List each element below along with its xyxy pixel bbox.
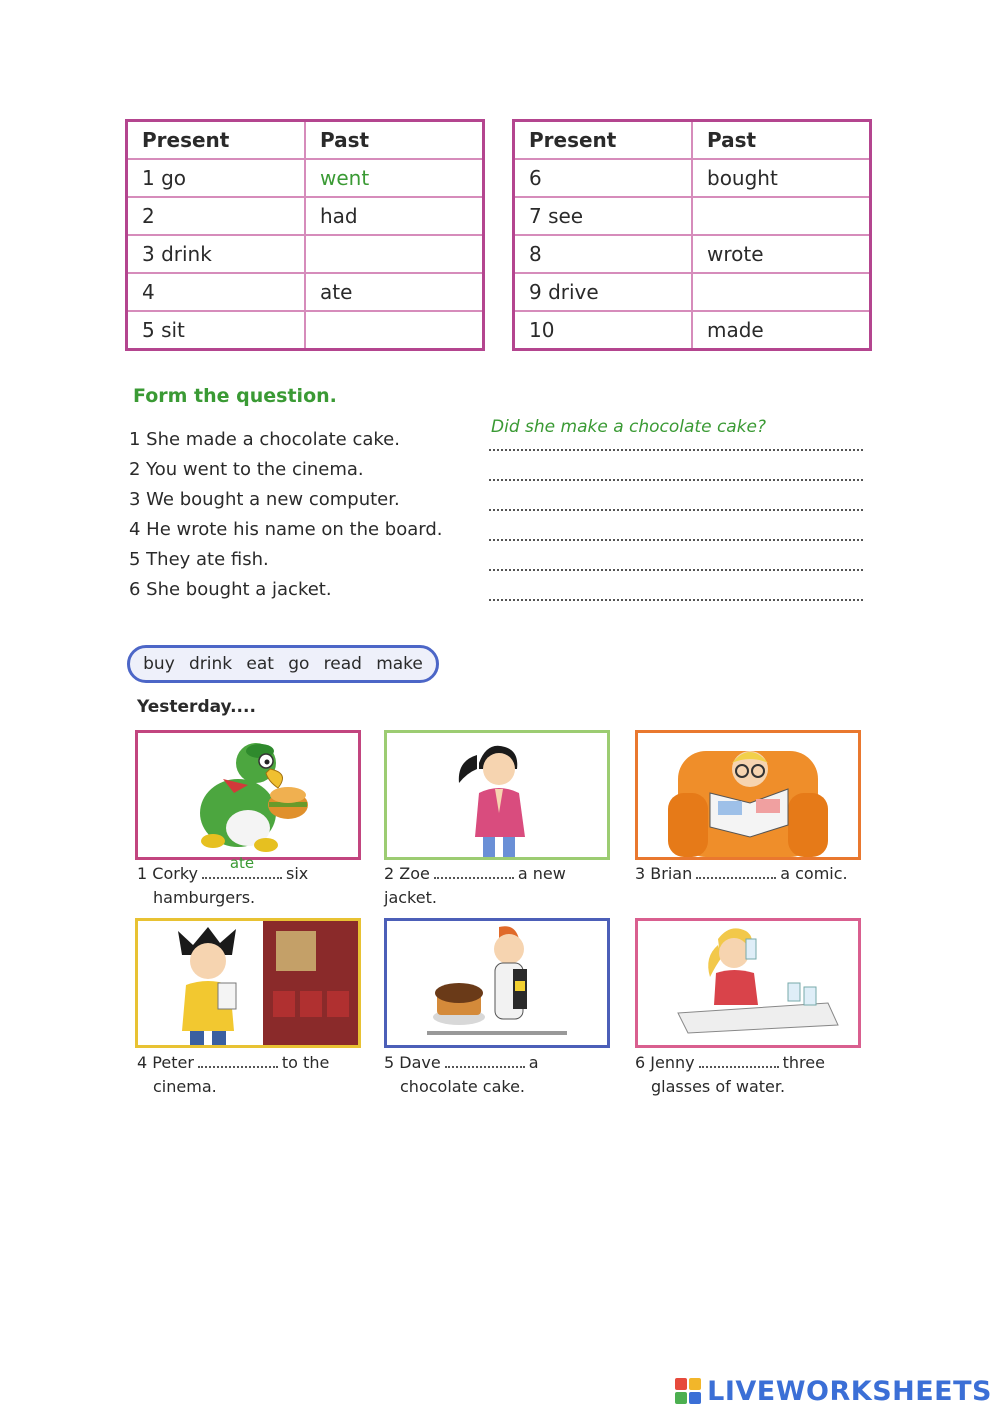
column-header-present: Present xyxy=(514,121,693,160)
past-cell[interactable] xyxy=(305,311,484,350)
picture-panel-brian xyxy=(635,730,861,860)
past-cell[interactable] xyxy=(692,273,871,311)
past-cell: bought xyxy=(692,159,871,197)
caption-subject: Corky xyxy=(152,864,198,883)
present-cell[interactable]: 6 xyxy=(514,159,693,197)
table-header-row xyxy=(514,121,871,160)
past-cell[interactable]: went xyxy=(305,159,484,197)
caption-3 xyxy=(635,862,865,886)
present-cell: 9 drive xyxy=(514,273,693,311)
picture-panel-dave xyxy=(384,918,610,1048)
caption-number: 6 xyxy=(635,1053,646,1072)
table-row xyxy=(514,235,871,273)
caption-subject: Zoe xyxy=(399,864,430,883)
liveworksheets-logo-icon xyxy=(675,1378,701,1404)
caption-6 xyxy=(635,1051,865,1099)
column-header-present: Present xyxy=(127,121,306,160)
footer-brand xyxy=(675,1375,992,1407)
caption-number: 2 xyxy=(384,864,395,883)
question-answer: Did she make a chocolate cake? xyxy=(491,417,767,437)
caption-number: 4 xyxy=(137,1053,148,1072)
boy-with-cake-illustration xyxy=(387,921,607,1045)
question-statement: 2 You went to the cinema. xyxy=(129,459,364,480)
answer-line[interactable] xyxy=(489,599,863,601)
answer-line[interactable] xyxy=(489,539,863,541)
table-row xyxy=(127,273,484,311)
word-bank-word: eat xyxy=(246,654,274,674)
word-bank xyxy=(127,645,439,683)
caption-1 xyxy=(137,854,367,910)
present-cell[interactable]: 2 xyxy=(127,197,306,235)
caption-ending: six xyxy=(285,864,309,883)
caption-2 xyxy=(384,862,614,910)
present-cell[interactable]: 10 xyxy=(514,311,693,350)
caption-ending: three xyxy=(782,1053,825,1072)
blank-answer: ate xyxy=(229,854,255,872)
column-header-past: Past xyxy=(692,121,871,160)
past-cell: ate xyxy=(305,273,484,311)
question-statement: 5 They ate fish. xyxy=(129,549,269,570)
present-cell: 1 go xyxy=(127,159,306,197)
question-row xyxy=(129,579,869,607)
table-row xyxy=(127,235,484,273)
caption-number: 1 xyxy=(137,864,148,883)
caption-subject: Peter xyxy=(152,1053,194,1072)
caption-ending: a xyxy=(528,1053,539,1072)
table-row xyxy=(127,311,484,350)
caption-ending: to the xyxy=(281,1053,330,1072)
question-statement: 6 She bought a jacket. xyxy=(129,579,332,600)
word-bank-word: buy xyxy=(143,654,175,674)
caption-5 xyxy=(384,1051,614,1099)
fill-in-blank[interactable] xyxy=(445,1052,525,1068)
question-row xyxy=(129,489,869,517)
caption-ending: a comic. xyxy=(780,864,848,883)
table-row xyxy=(127,197,484,235)
word-bank-word: drink xyxy=(189,654,233,674)
table-header-row xyxy=(127,121,484,160)
girl-drinking-water-illustration xyxy=(638,921,858,1045)
girl-in-jacket-illustration xyxy=(387,733,607,857)
past-cell[interactable] xyxy=(305,235,484,273)
past-cell[interactable] xyxy=(692,197,871,235)
fill-in-blank[interactable] xyxy=(696,863,776,879)
present-cell[interactable]: 8 xyxy=(514,235,693,273)
question-row xyxy=(129,459,869,487)
answer-line[interactable] xyxy=(489,569,863,571)
table-row xyxy=(514,159,871,197)
picture-panel-zoe xyxy=(384,730,610,860)
fill-in-blank[interactable] xyxy=(699,1052,779,1068)
brand-name[interactable]: LIVEWORKSHEETS xyxy=(707,1375,992,1407)
question-row xyxy=(129,519,869,547)
fill-in-blank[interactable] xyxy=(202,854,282,879)
verb-table-right xyxy=(512,119,872,351)
boy-reading-comic-illustration xyxy=(638,733,858,857)
caption-line2: cinema. xyxy=(153,1077,217,1096)
caption-subject: Jenny xyxy=(650,1053,695,1072)
caption-line2: hamburgers. xyxy=(153,888,256,907)
parrot-eating-illustration xyxy=(138,733,358,857)
caption-4 xyxy=(137,1051,367,1099)
caption-subject: Dave xyxy=(399,1053,441,1072)
column-header-past: Past xyxy=(305,121,484,160)
past-cell: made xyxy=(692,311,871,350)
answer-line[interactable] xyxy=(489,509,863,511)
picture-panel-corky xyxy=(135,730,361,860)
answer-line[interactable] xyxy=(489,479,863,481)
boy-at-cinema-illustration xyxy=(138,921,358,1045)
section-title-form-question: Form the question. xyxy=(133,385,337,407)
word-bank-word: read xyxy=(323,654,362,674)
present-cell[interactable]: 4 xyxy=(127,273,306,311)
table-row xyxy=(127,159,484,197)
caption-number: 5 xyxy=(384,1053,395,1072)
word-bank-word: go xyxy=(288,654,310,674)
verb-table-left xyxy=(125,119,485,351)
past-cell: wrote xyxy=(692,235,871,273)
picture-panel-jenny xyxy=(635,918,861,1048)
question-row xyxy=(129,417,869,457)
question-row xyxy=(129,549,869,577)
caption-line2: chocolate cake. xyxy=(400,1077,525,1096)
table-row xyxy=(514,273,871,311)
word-bank-word: make xyxy=(376,654,423,674)
caption-line2: glasses of water. xyxy=(651,1077,786,1096)
past-cell: had xyxy=(305,197,484,235)
present-cell: 7 see xyxy=(514,197,693,235)
fill-in-blank[interactable] xyxy=(434,863,514,879)
yesterday-heading: Yesterday.... xyxy=(137,697,256,717)
table-row xyxy=(514,197,871,235)
caption-number: 3 xyxy=(635,864,646,883)
question-statement: 3 We bought a new computer. xyxy=(129,489,400,510)
question-statement: 1 She made a chocolate cake. xyxy=(129,429,400,450)
caption-ending: a new jacket. xyxy=(384,864,566,907)
table-row xyxy=(514,311,871,350)
question-statement: 4 He wrote his name on the board. xyxy=(129,519,443,540)
present-cell: 3 drink xyxy=(127,235,306,273)
present-cell: 5 sit xyxy=(127,311,306,350)
caption-subject: Brian xyxy=(650,864,693,883)
picture-panel-peter xyxy=(135,918,361,1048)
answer-line[interactable] xyxy=(489,449,863,451)
fill-in-blank[interactable] xyxy=(198,1052,278,1068)
